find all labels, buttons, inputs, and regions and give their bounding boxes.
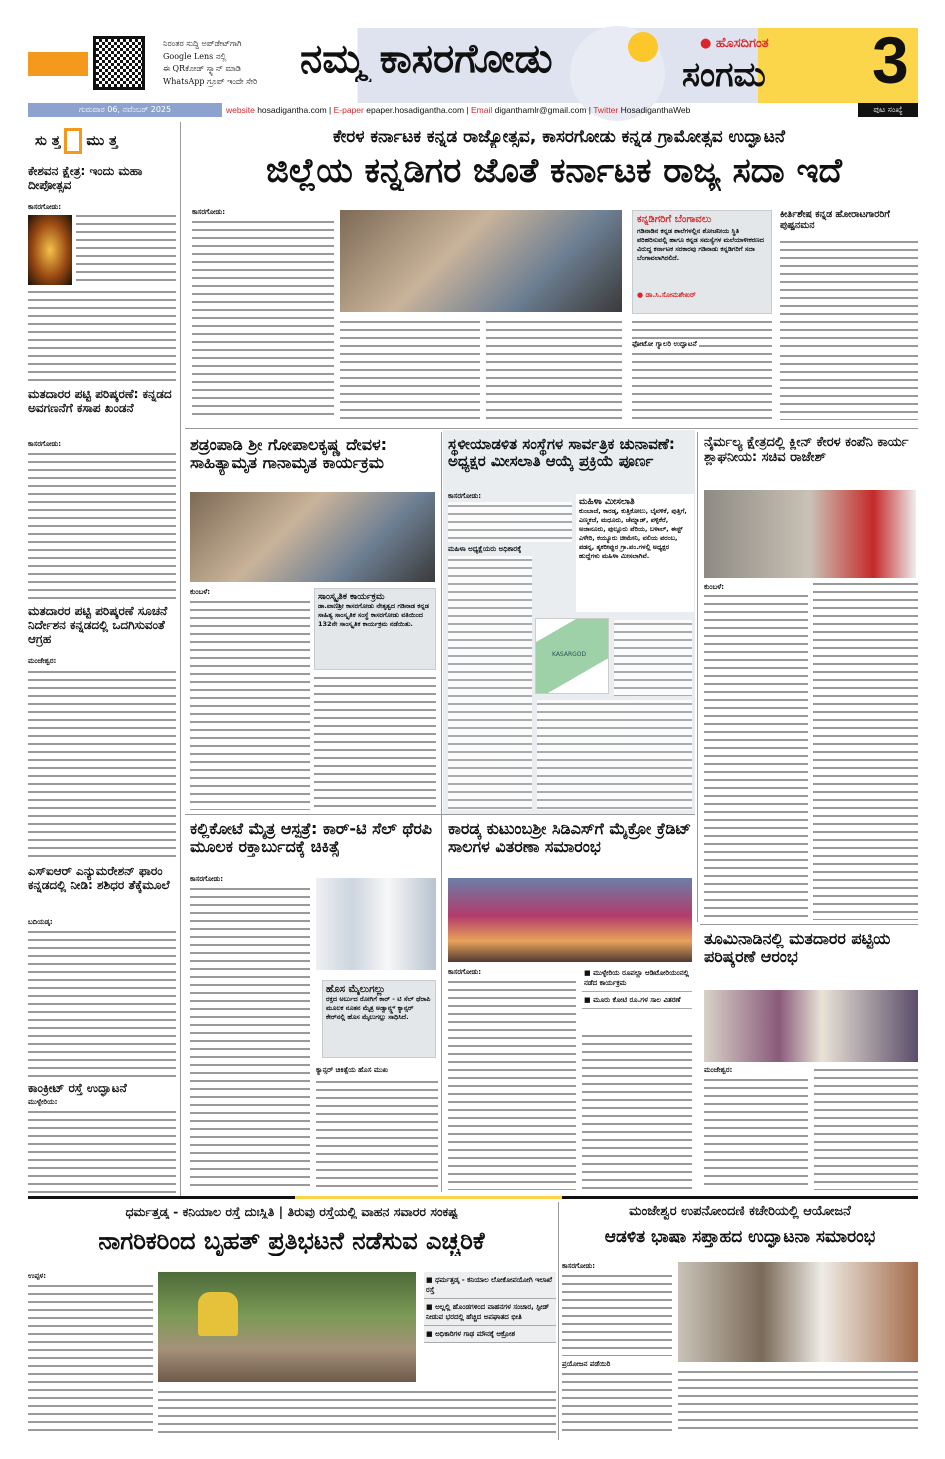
email-link[interactable]: diganthamlr@gmail.com — [494, 105, 587, 115]
subhead: ಕ್ಯಾನ್ಸರ್ ಚಿಕಿತ್ಸೆಯ ಹೊಸ ಮುಖ — [316, 1066, 388, 1074]
subhead: ಮಹಿಳಾ ಅಧ್ಯಕ್ಷೆಯರು ಅಧಿಕಾರಕ್ಕೆ — [448, 545, 522, 553]
brand-icon: ● — [700, 36, 712, 51]
link-label: E-paper — [333, 105, 364, 115]
column-rule — [441, 432, 442, 1192]
temple-photo — [28, 215, 72, 285]
section-rule — [185, 814, 695, 815]
dateline: ಕುಂಬಳೆ: — [704, 583, 725, 591]
bottom-headline: ನಾಗರಿಕರಿಂದ ಬೃಹತ್ ಪ್ರತಿಭಟನೆ ನಡೆಸುವ ಎಚ್ಚರಿಕೆ — [98, 1228, 485, 1255]
article-title: ಸ್ಥಳೀಯಾಡಳಿತ ಸಂಸ್ಥೆಗಳ ಸಾರ್ವತ್ರಿಕ ಚುನಾವಣೆ: ಅಧ್ಯಕ್ಷರ ಮೀಸಲಾತಿ ಆಯ್ಕೆ ಪ್ರಕ್ರಿಯೆ ಪೂರ್ಣ — [448, 436, 675, 471]
orange-block — [28, 52, 88, 76]
side-subhead: ಫೋಟೋ ಗ್ಯಾಲರಿ ಉದ್ಘಾಟನೆ — [632, 340, 697, 348]
article-body — [76, 212, 176, 286]
article-title: ಎಸ್‌ಐಆರ್ ಎನ್ಯುಮರೇಶನ್ ಫಾರಂ ಕನ್ನಡದಲ್ಲಿ ನೀಡಿ: ಶಶಿಧರ ತೆಕ್ಕೆಮೂಲೆ — [28, 864, 170, 892]
dateline: ಕಾಸರಗೋಡು: — [192, 208, 226, 216]
dateline: ಕಾಸರಗೋಡು: — [448, 968, 482, 976]
brand-name: ಹೊಸದಿಗಂತ — [715, 36, 769, 51]
masthead-title: ನಮ್ಮ ಕಾಸರಗೋಡು — [300, 36, 553, 82]
dateline: ಮುಳ್ಳೇರಿಯ: — [28, 1098, 58, 1106]
dateline: ಕುಂಬಳೆ: — [190, 588, 211, 596]
dateline: ಕಾಸರಗೋಡು: — [562, 1262, 596, 1270]
column-rule — [697, 432, 698, 922]
article-photo — [190, 492, 435, 582]
door-icon — [64, 128, 82, 154]
article-body — [632, 318, 772, 420]
lead-kicker: ಕೇರಳ ಕರ್ನಾಟಕ ಕನ್ನಡ ರಾಜ್ಯೋತ್ಸವ, ಕಾಸರಗೋಡು ಕನ್ನಡ ಗ್ರಾಮೋತ್ಸವ ಉದ್ಘಾಟನೆ — [332, 128, 786, 147]
website-link[interactable]: hosadigantha.com — [257, 105, 327, 115]
article-body — [704, 592, 808, 920]
milestone-box — [322, 980, 436, 1058]
road-photo — [158, 1272, 416, 1382]
link-label: website — [226, 105, 255, 115]
highlight-item: ■ ಅಲ್ಲಲ್ಲಿ ಹೊಂಡಗಳಿಂದ ವಾಹನಗಳ ಸಂಚಾರ, ಸ್ಪೀಡ್ ನೀಡುವ ಭರದಲ್ಲಿ ಹೆಚ್ಚಿದ ಅಪಘಾತದ ಭೀತಿ — [424, 1299, 556, 1326]
link-label: Email — [471, 105, 493, 115]
article-title: ಕಾರಡ್ಕ ಕುಟುಂಬಶ್ರೀ ಸಿಡಿಎಸ್‌ಗೆ ಮೈಕ್ರೋ ಕ್ರೆಡಿಟ್ ಸಾಲಗಳ ವಿತರಣಾ ಸಮಾರಂಭ — [448, 820, 692, 857]
suttamutta-logo — [35, 128, 160, 154]
doctors-photo — [316, 878, 436, 970]
article-title: ತೂಮಿನಾಡಿನಲ್ಲಿ ಮತದಾರರ ಪಟ್ಟಿಯ ಪರಿಷ್ಕರಣೆ ಆರಂಭ — [704, 930, 891, 967]
article-body — [780, 238, 918, 348]
dateline: ಕಾಸರಗೋಡು: — [28, 203, 62, 211]
article-body — [814, 1066, 918, 1190]
article-body — [190, 885, 310, 1190]
highlight-item: ■ ಮೂರು ಕೋಟಿ ರೂ.ಗಳ ಸಾಲ ವಿತರಣೆ — [582, 992, 692, 1009]
article-photo — [704, 490, 916, 578]
lead-headline: ಜಿಲ್ಲೆಯ ಕನ್ನಡಿಗರ ಜೊತೆ ಕರ್ನಾಟಕ ರಾಜ್ಯ ಸದಾ ಇದೆ — [266, 152, 842, 191]
link-label: Twitter — [593, 105, 619, 115]
dateline: ಉಪ್ಪಳ: — [28, 1272, 47, 1280]
highlight-item: ■ ಅಧಿಕಾರಿಗಳ ಗಾಢ ಮೌನಕ್ಕೆ ಆಕ್ರೋಶ — [424, 1326, 556, 1343]
district-map — [535, 618, 609, 694]
bottom-divider — [28, 1196, 918, 1199]
article-body — [28, 1282, 153, 1432]
section-rule — [185, 428, 918, 429]
twitter-link[interactable]: HosadiganthaWeb — [620, 105, 691, 115]
dateline: ಮಂಜೇಶ್ವರ: — [28, 657, 57, 665]
logo-text: ಸು ತ್ತ — [35, 133, 61, 149]
qr-line: ನಿರಂತರ ಸುದ್ದಿ ಅಪ್‌ಡೇಟ್‌ಗಾಗಿ — [163, 39, 242, 48]
page-number: 3 — [872, 23, 909, 97]
subhead: ಪ್ರಯೋಜನ ಪಡೆಯಿರಿ — [562, 1360, 611, 1368]
article-photo — [704, 990, 918, 1062]
article-title: ಕಲ್ಲಿಕೋಟೆ ಮೈತ್ರ ಆಸ್ಪತ್ರೆ: ಕಾರ್-ಟಿ ಸೆಲ್ ಥೆರಪಿ ಮೂಲಕ ರಕ್ತಾರ್ಬುದಕ್ಕೆ ಚಿಕಿತ್ಸೆ — [190, 820, 433, 857]
box-text: ರಕ್ತದ ಅರ್ಬುದ ರೋಗಿಗೆ ಕಾರ್ - ಟಿ ಸೆಲ್ ಥೆರಾಪಿ ಮೂಲಕ ನೂತನ ಮೈತ್ರ ಅಡ್ವಾನ್ಸ್ಡ್ ಕ್ಯಾನ್ಸರ್ ಕೇರ್‌ನಲ್ಲಿ ಹೊಸ ಮೈಲುಗಲ್ಲು ಸಾಧಿಸಿದೆ. — [326, 995, 431, 1021]
article-body — [448, 978, 576, 1190]
dateline: ಕಾಸರಗೋಡು: — [28, 440, 62, 448]
section-rule — [700, 924, 918, 925]
article-body — [28, 928, 176, 1078]
article-body — [678, 1368, 918, 1434]
qr-line: WhatsApp ಗ್ರೂಪ್ ಇಂದೇ ಸೇರಿ — [163, 76, 258, 86]
article-title: ಮತದಾರರ ಪಟ್ಟಿ ಪರಿಷ್ಕರಣೆ: ಕನ್ನಡದ ಅವಗಣನೆಗೆ ಕಸಾಪ ಖಂಡನೆ — [28, 387, 172, 415]
box-title: ಮಹಿಳಾ ಮೀಸಲಾತಿ — [579, 497, 635, 507]
article-body — [192, 218, 334, 420]
highlights — [582, 965, 692, 1009]
dateline: ಬದಿಯಡ್ಕ: — [28, 918, 53, 926]
lead-photo — [340, 210, 622, 312]
article-title: ಶಡ್ರಂಪಾಡಿ ಶ್ರೀ ಗೋಪಾಲಕೃಷ್ಣ ದೇವಳ: ಸಾಹಿತ್ಯಾಮೃತ ಗಾನಾಮೃತ ಕಾರ್ಯಕ್ರಮ — [190, 436, 388, 473]
article-body — [486, 318, 622, 420]
article-body — [813, 580, 918, 920]
qr-instructions — [163, 38, 257, 88]
highlights — [424, 1272, 556, 1343]
reservation-box — [576, 494, 694, 612]
page-label: ಪುಟ ಸಂಖ್ಯೆ — [858, 103, 918, 117]
article-body — [448, 502, 572, 542]
side-title: ಕೀರ್ತಿಶೇಷ ಕನ್ನಡ ಹೋರಾಟಗಾರರಿಗೆ ಪುಷ್ಪನಮನ — [780, 209, 890, 231]
article-body — [340, 318, 480, 420]
article-body — [28, 288, 176, 382]
article-body — [448, 556, 532, 810]
column-rule — [558, 1202, 559, 1440]
info-box — [314, 588, 436, 670]
box-title: ಹೊಸ ಮೈಲುಗಲ್ಲು — [326, 984, 386, 995]
article-body — [704, 1076, 808, 1190]
brand-logo — [700, 36, 769, 51]
date-bar: ಗುರುವಾರ 06, ನವೆಂಬರ್ 2025 — [28, 103, 222, 117]
bottom-kicker: ಮಂಜೇಶ್ವರ ಉಪನೋಂದಣಿ ಕಚೇರಿಯಲ್ಲಿ ಆಯೋಜನೆ — [629, 1205, 851, 1219]
group-photo — [448, 878, 692, 962]
map-label: KASARGOD — [552, 651, 587, 658]
quote-box — [632, 210, 772, 314]
section-title: ಸಂಗಮ — [682, 55, 766, 95]
article-body — [780, 352, 918, 420]
bottom-kicker: ಧರ್ಮತ್ತಡ್ಕ - ಕನಿಯಾಲ ರಸ್ತೆ ದುಃಸ್ಥಿತಿ | ತಿರುವು ರಸ್ತೆಯಲ್ಲಿ ವಾಹನ ಸವಾರರ ಸಂಕಷ್ಟ — [125, 1205, 458, 1219]
quote-title: ಕನ್ನಡಿಗರಿಗೆ ಬೆಂಗಾವಲು — [637, 214, 712, 225]
article-title: ಕೇಶವನ ಕ್ಷೇತ್ರ: ಇಂದು ಮಹಾ ದೀಪೋತ್ಸವ — [28, 164, 143, 192]
article-body — [28, 668, 176, 858]
article-body — [28, 1108, 176, 1193]
dateline: ಕಾಸರಗೋಡು: — [190, 875, 224, 883]
dateline: ಕಾಸರಗೋಡು: — [448, 492, 482, 500]
qr-line: Google Lens ನಲ್ಲಿ — [163, 51, 227, 61]
article-title: ನೈರ್ಮಲ್ಯ ಕ್ಷೇತ್ರದಲ್ಲಿ ಕ್ಲೀನ್ ಕೇರಳ ಕಂಪೆನಿ ಕಾರ್ಯ ಶ್ಲಾಘನೀಯ: ಸಚಿವ ರಾಜೇಶ್ — [704, 436, 909, 465]
article-body — [562, 1272, 672, 1356]
epaper-link[interactable]: epaper.hosadigantha.com — [366, 105, 465, 115]
article-body — [537, 700, 692, 810]
column-rule — [180, 122, 181, 1197]
contact-links: website hosadigantha.com | E-paper epaper.hosadigantha.com | Email diganthamlr@gmail.com | Twitter HosadiganthaWeb — [226, 105, 691, 115]
qr-line: ಈ QRಕೋಡ್ ಸ್ಕ್ಯಾನ್ ಮಾಡಿ — [163, 64, 241, 73]
bottom-headline: ಆಡಳಿತ ಭಾಷಾ ಸಪ್ತಾಹದ ಉದ್ಘಾಟನಾ ಸಮಾರಂಭ — [604, 1228, 876, 1247]
article-body — [614, 620, 692, 696]
article-body — [190, 598, 310, 810]
event-photo — [678, 1262, 918, 1362]
article-body — [582, 1032, 692, 1190]
author-name: ಡಾ.ಸಿ.ಸೋಮಶೇಖರ್ — [645, 291, 696, 299]
quote-text: ಗಡಿನಾಡಿನ ಕನ್ನಡ ಶಾಲೆಗಳಲ್ಲಿನ ಶೋಚನೀಯ ಸ್ಥಿತಿ ಪರಿಹರಿಸುವಲ್ಲಿ ಹಾಗೂ ಕನ್ನಡ ಸಮಸ್ಯೆಗಳ ಮಲೆಯಾಳೀಕರಣದ ವಿರುದ್ಧ ಕರ್ನಾಟಕ ಸರಕಾರವು ಗಡಿನಾಡು ಕನ್ನಡಿಗರಿಗೆ ಸದಾ ಬೆಂಗಾವಲಾಗಿರಲಿದೆ. — [637, 227, 764, 262]
article-body — [314, 674, 436, 810]
highlight-item: ■ ಮುಳ್ಳೇರಿಯ ರೂಪಲ್ಲಾ ಆಡಿಟೋರಿಯಂನಲ್ಲಿ ನಡೆದ ಕಾರ್ಯಕ್ರಮ — [582, 965, 692, 992]
box-title: ಸಾಂಸ್ಕೃತಿಕ ಕಾರ್ಯಕ್ರಮ — [318, 592, 385, 602]
autorickshaw-icon — [198, 1292, 238, 1336]
article-body — [562, 1370, 672, 1434]
bullet-icon: ● — [637, 291, 644, 299]
box-text: ಕುಂಬಾಜೆ, ಕಾರಡ್ಕ, ಕುತ್ತಿಕೋಲು, ಬೈವಳಿಕೆ, ಪುತ್ತಿಗೆ, ಎಣ್ಮಕಜೆ, ಮಧೂರು, ಚೆಮ್ನಾಡ್, ಪಳ್ಳಿಕೆರೆ, ಅಜಾನೂರು, ಪುಲ್ಲೂರು ಪೆರಿಯ, ಬಳಾಲ್, ಈಸ್ಟ್ ಎಳೇರಿ, ಕಯ್ಯೂರು ಚೀಮೇನಿ, ವಲಿಯ ಪರಂಬ, ಪಡನ್ನ, ತೃಕರೀಪ್ಪುರ ಗ್ರಾ.ಪಂ.ಗಳಲ್ಲಿ ಅಧ್ಯಕ್ಷರ ಹುದ್ದೆಗಳು ಮಹಿಳಾ ಮೀಸಲಾಗಿವೆ. — [579, 507, 687, 560]
article-body — [316, 1078, 438, 1190]
box-text: ಡಾ.ವಾಣಿಶ್ರೀ ಕಾಸರಗೋಡು ನೇತೃತ್ವದ ಗಡಿನಾಡ ಕನ್ನಡ ಸಾಹಿತ್ಯ ಸಾಂಸ್ಕೃತಿಕ ಸಂಸ್ಥೆ ಕಾಸರಗೋಡು ವತಿಯಿಂದ 132ನೇ ಸಾಂಸ್ಕೃತಿಕ ಕಾರ್ಯಕ್ರಮ ನಡೆಯಿತು. — [318, 602, 429, 628]
dateline: ಮಂಜೇಶ್ವರ: — [704, 1066, 733, 1074]
quote-author — [637, 291, 767, 300]
highlight-item: ■ ಧರ್ಮತ್ತಡ್ಕ - ಕನಿಯಾಲ ಲೋಕೋಪಯೋಗಿ ಇಲಾಖೆ ರಸ್ತೆ — [424, 1272, 556, 1299]
logo-text: ಮು ತ್ತ — [86, 133, 118, 149]
article-body — [28, 450, 176, 600]
article-title: ಮತದಾರರ ಪಟ್ಟಿ ಪರಿಷ್ಕರಣೆ ಸೂಚನೆ ನಿರ್ದೇಶನ ಕನ್ನಡದಲ್ಲಿ ಒದಗಿಸುವಂತೆ ಆಗ್ರಹ — [28, 604, 168, 646]
article-title: ಕಾಂಕ್ರೀಟ್ ರಸ್ತೆ ಉದ್ಘಾಟನೆ — [28, 1081, 127, 1095]
qr-code[interactable] — [93, 36, 145, 90]
article-body — [158, 1388, 556, 1434]
